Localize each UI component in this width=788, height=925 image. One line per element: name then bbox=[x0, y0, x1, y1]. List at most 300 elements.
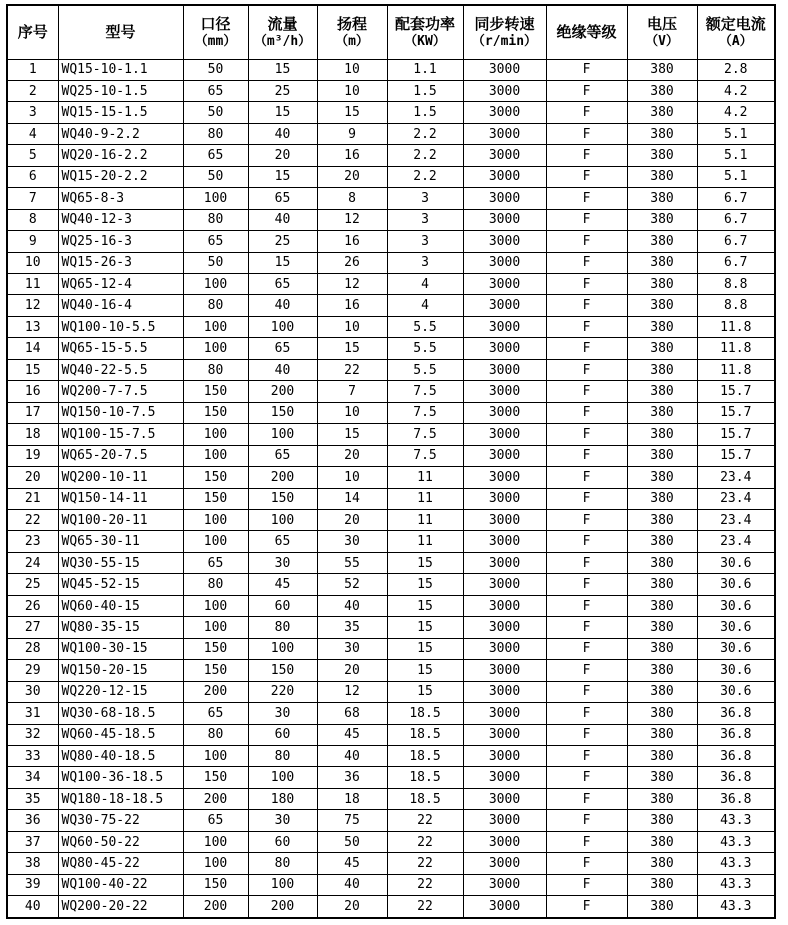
cell-insulation_class: F bbox=[546, 638, 627, 659]
cell-power_kw: 11 bbox=[387, 467, 463, 488]
column-label: 电压 bbox=[646, 14, 677, 33]
cell-voltage_v: 380 bbox=[627, 510, 697, 531]
cell-speed_rmin: 3000 bbox=[463, 102, 546, 123]
column-label: 配套功率 bbox=[394, 14, 455, 33]
cell-insulation_class: F bbox=[546, 80, 627, 101]
col-header-current bbox=[697, 5, 775, 59]
cell-head_m: 20 bbox=[317, 896, 387, 918]
table-row bbox=[7, 595, 775, 616]
cell-diameter_mm: 100 bbox=[183, 617, 248, 638]
cell-model: WQ45-52-15 bbox=[58, 574, 183, 595]
cell-model: WQ65-8-3 bbox=[58, 188, 183, 209]
cell-rated_current_a: 30.6 bbox=[697, 595, 775, 616]
cell-diameter_mm: 150 bbox=[183, 402, 248, 423]
cell-flow_m3h: 60 bbox=[248, 831, 317, 852]
cell-diameter_mm: 65 bbox=[183, 231, 248, 252]
cell-voltage_v: 380 bbox=[627, 810, 697, 831]
cell-rated_current_a: 30.6 bbox=[697, 681, 775, 702]
cell-rated_current_a: 4.2 bbox=[697, 80, 775, 101]
cell-speed_rmin: 3000 bbox=[463, 445, 546, 466]
cell-power_kw: 5.5 bbox=[387, 359, 463, 380]
cell-index: 26 bbox=[7, 595, 58, 616]
cell-rated_current_a: 8.8 bbox=[697, 295, 775, 316]
cell-voltage_v: 380 bbox=[627, 660, 697, 681]
table-header bbox=[7, 5, 775, 59]
cell-diameter_mm: 65 bbox=[183, 552, 248, 573]
cell-index: 29 bbox=[7, 660, 58, 681]
cell-flow_m3h: 40 bbox=[248, 209, 317, 230]
table-row bbox=[7, 295, 775, 316]
cell-insulation_class: F bbox=[546, 831, 627, 852]
cell-insulation_class: F bbox=[546, 381, 627, 402]
cell-speed_rmin: 3000 bbox=[463, 252, 546, 273]
col-header-speed bbox=[463, 5, 546, 59]
cell-diameter_mm: 200 bbox=[183, 681, 248, 702]
table-row bbox=[7, 660, 775, 681]
cell-diameter_mm: 100 bbox=[183, 831, 248, 852]
cell-voltage_v: 380 bbox=[627, 595, 697, 616]
cell-voltage_v: 380 bbox=[627, 59, 697, 80]
cell-index: 9 bbox=[7, 231, 58, 252]
cell-diameter_mm: 50 bbox=[183, 59, 248, 80]
cell-insulation_class: F bbox=[546, 145, 627, 166]
cell-model: WQ15-10-1.1 bbox=[58, 59, 183, 80]
cell-model: WQ220-12-15 bbox=[58, 681, 183, 702]
cell-model: WQ65-12-4 bbox=[58, 274, 183, 295]
cell-voltage_v: 380 bbox=[627, 531, 697, 552]
cell-speed_rmin: 3000 bbox=[463, 166, 546, 187]
cell-power_kw: 11 bbox=[387, 488, 463, 509]
cell-diameter_mm: 50 bbox=[183, 166, 248, 187]
cell-voltage_v: 380 bbox=[627, 724, 697, 745]
cell-head_m: 7 bbox=[317, 381, 387, 402]
cell-insulation_class: F bbox=[546, 552, 627, 573]
cell-diameter_mm: 200 bbox=[183, 788, 248, 809]
cell-speed_rmin: 3000 bbox=[463, 467, 546, 488]
cell-model: WQ100-10-5.5 bbox=[58, 316, 183, 337]
cell-voltage_v: 380 bbox=[627, 316, 697, 337]
cell-head_m: 14 bbox=[317, 488, 387, 509]
cell-flow_m3h: 65 bbox=[248, 338, 317, 359]
cell-flow_m3h: 40 bbox=[248, 295, 317, 316]
table-row bbox=[7, 102, 775, 123]
cell-power_kw: 18.5 bbox=[387, 746, 463, 767]
table-row bbox=[7, 746, 775, 767]
cell-model: WQ100-20-11 bbox=[58, 510, 183, 531]
cell-index: 33 bbox=[7, 746, 58, 767]
cell-power_kw: 18.5 bbox=[387, 788, 463, 809]
cell-model: WQ60-50-22 bbox=[58, 831, 183, 852]
cell-power_kw: 11 bbox=[387, 510, 463, 531]
table-row bbox=[7, 338, 775, 359]
cell-insulation_class: F bbox=[546, 359, 627, 380]
cell-head_m: 35 bbox=[317, 617, 387, 638]
cell-speed_rmin: 3000 bbox=[463, 681, 546, 702]
cell-diameter_mm: 80 bbox=[183, 359, 248, 380]
cell-insulation_class: F bbox=[546, 445, 627, 466]
cell-head_m: 20 bbox=[317, 510, 387, 531]
cell-power_kw: 11 bbox=[387, 531, 463, 552]
cell-index: 27 bbox=[7, 617, 58, 638]
table-row bbox=[7, 853, 775, 874]
cell-power_kw: 1.1 bbox=[387, 59, 463, 80]
column-label: 口径 bbox=[200, 14, 231, 33]
cell-diameter_mm: 150 bbox=[183, 874, 248, 895]
cell-diameter_mm: 100 bbox=[183, 510, 248, 531]
column-label: 绝缘等级 bbox=[556, 22, 617, 41]
cell-flow_m3h: 80 bbox=[248, 746, 317, 767]
cell-power_kw: 22 bbox=[387, 853, 463, 874]
table-row bbox=[7, 510, 775, 531]
cell-insulation_class: F bbox=[546, 574, 627, 595]
cell-insulation_class: F bbox=[546, 338, 627, 359]
cell-voltage_v: 380 bbox=[627, 831, 697, 852]
cell-flow_m3h: 100 bbox=[248, 767, 317, 788]
cell-model: WQ65-15-5.5 bbox=[58, 338, 183, 359]
cell-model: WQ40-12-3 bbox=[58, 209, 183, 230]
cell-power_kw: 1.5 bbox=[387, 80, 463, 101]
cell-speed_rmin: 3000 bbox=[463, 724, 546, 745]
cell-flow_m3h: 30 bbox=[248, 810, 317, 831]
cell-insulation_class: F bbox=[546, 767, 627, 788]
cell-index: 30 bbox=[7, 681, 58, 702]
cell-index: 15 bbox=[7, 359, 58, 380]
cell-speed_rmin: 3000 bbox=[463, 831, 546, 852]
cell-voltage_v: 380 bbox=[627, 252, 697, 273]
cell-insulation_class: F bbox=[546, 209, 627, 230]
column-label: 流量 bbox=[267, 14, 298, 33]
cell-index: 5 bbox=[7, 145, 58, 166]
cell-insulation_class: F bbox=[546, 660, 627, 681]
cell-power_kw: 3 bbox=[387, 252, 463, 273]
cell-speed_rmin: 3000 bbox=[463, 853, 546, 874]
cell-index: 36 bbox=[7, 810, 58, 831]
cell-flow_m3h: 65 bbox=[248, 188, 317, 209]
cell-rated_current_a: 30.6 bbox=[697, 660, 775, 681]
table-row bbox=[7, 810, 775, 831]
cell-index: 10 bbox=[7, 252, 58, 273]
cell-rated_current_a: 23.4 bbox=[697, 488, 775, 509]
cell-diameter_mm: 65 bbox=[183, 80, 248, 101]
cell-diameter_mm: 150 bbox=[183, 488, 248, 509]
column-label: 扬程 bbox=[336, 14, 367, 33]
cell-speed_rmin: 3000 bbox=[463, 660, 546, 681]
table-row bbox=[7, 552, 775, 573]
cell-model: WQ30-68-18.5 bbox=[58, 703, 183, 724]
column-label: 同步转速 bbox=[474, 14, 535, 33]
table-row bbox=[7, 445, 775, 466]
cell-index: 19 bbox=[7, 445, 58, 466]
cell-rated_current_a: 36.8 bbox=[697, 788, 775, 809]
col-header-power bbox=[387, 5, 463, 59]
column-label: 型号 bbox=[105, 22, 136, 41]
cell-index: 18 bbox=[7, 424, 58, 445]
col-header-insulation bbox=[546, 5, 627, 59]
cell-power_kw: 18.5 bbox=[387, 724, 463, 745]
cell-voltage_v: 380 bbox=[627, 295, 697, 316]
cell-rated_current_a: 15.7 bbox=[697, 402, 775, 423]
cell-rated_current_a: 5.1 bbox=[697, 123, 775, 144]
header-row bbox=[7, 5, 775, 59]
table-row bbox=[7, 467, 775, 488]
cell-model: WQ40-22-5.5 bbox=[58, 359, 183, 380]
cell-power_kw: 7.5 bbox=[387, 381, 463, 402]
cell-flow_m3h: 200 bbox=[248, 896, 317, 918]
table-row bbox=[7, 252, 775, 273]
cell-voltage_v: 380 bbox=[627, 767, 697, 788]
cell-model: WQ15-15-1.5 bbox=[58, 102, 183, 123]
cell-speed_rmin: 3000 bbox=[463, 595, 546, 616]
cell-flow_m3h: 150 bbox=[248, 402, 317, 423]
cell-speed_rmin: 3000 bbox=[463, 896, 546, 918]
pump-spec-table bbox=[6, 4, 776, 919]
cell-voltage_v: 380 bbox=[627, 381, 697, 402]
table-row bbox=[7, 617, 775, 638]
cell-flow_m3h: 100 bbox=[248, 510, 317, 531]
cell-model: WQ15-26-3 bbox=[58, 252, 183, 273]
cell-model: WQ65-20-7.5 bbox=[58, 445, 183, 466]
cell-power_kw: 15 bbox=[387, 595, 463, 616]
col-header-index bbox=[7, 5, 58, 59]
table-row bbox=[7, 231, 775, 252]
cell-rated_current_a: 43.3 bbox=[697, 810, 775, 831]
cell-model: WQ100-36-18.5 bbox=[58, 767, 183, 788]
cell-flow_m3h: 25 bbox=[248, 231, 317, 252]
cell-head_m: 12 bbox=[317, 681, 387, 702]
cell-index: 16 bbox=[7, 381, 58, 402]
cell-diameter_mm: 150 bbox=[183, 767, 248, 788]
cell-diameter_mm: 50 bbox=[183, 102, 248, 123]
cell-model: WQ25-10-1.5 bbox=[58, 80, 183, 101]
cell-voltage_v: 380 bbox=[627, 853, 697, 874]
cell-diameter_mm: 80 bbox=[183, 123, 248, 144]
cell-speed_rmin: 3000 bbox=[463, 574, 546, 595]
cell-power_kw: 7.5 bbox=[387, 424, 463, 445]
cell-voltage_v: 380 bbox=[627, 788, 697, 809]
cell-flow_m3h: 40 bbox=[248, 359, 317, 380]
cell-flow_m3h: 20 bbox=[248, 145, 317, 166]
cell-insulation_class: F bbox=[546, 252, 627, 273]
column-unit: （KW） bbox=[404, 33, 446, 49]
cell-voltage_v: 380 bbox=[627, 188, 697, 209]
cell-power_kw: 5.5 bbox=[387, 316, 463, 337]
cell-index: 14 bbox=[7, 338, 58, 359]
cell-voltage_v: 380 bbox=[627, 166, 697, 187]
cell-insulation_class: F bbox=[546, 123, 627, 144]
cell-index: 31 bbox=[7, 703, 58, 724]
cell-model: WQ20-16-2.2 bbox=[58, 145, 183, 166]
cell-head_m: 75 bbox=[317, 810, 387, 831]
cell-diameter_mm: 150 bbox=[183, 381, 248, 402]
cell-flow_m3h: 25 bbox=[248, 80, 317, 101]
cell-speed_rmin: 3000 bbox=[463, 209, 546, 230]
cell-rated_current_a: 11.8 bbox=[697, 359, 775, 380]
cell-insulation_class: F bbox=[546, 810, 627, 831]
cell-flow_m3h: 30 bbox=[248, 552, 317, 573]
cell-speed_rmin: 3000 bbox=[463, 767, 546, 788]
cell-speed_rmin: 3000 bbox=[463, 59, 546, 80]
cell-voltage_v: 380 bbox=[627, 467, 697, 488]
cell-flow_m3h: 150 bbox=[248, 660, 317, 681]
table-row bbox=[7, 123, 775, 144]
cell-insulation_class: F bbox=[546, 788, 627, 809]
cell-model: WQ80-35-15 bbox=[58, 617, 183, 638]
cell-rated_current_a: 6.7 bbox=[697, 188, 775, 209]
cell-voltage_v: 380 bbox=[627, 703, 697, 724]
cell-model: WQ80-40-18.5 bbox=[58, 746, 183, 767]
table-row bbox=[7, 703, 775, 724]
cell-flow_m3h: 15 bbox=[248, 252, 317, 273]
cell-voltage_v: 380 bbox=[627, 574, 697, 595]
cell-speed_rmin: 3000 bbox=[463, 80, 546, 101]
cell-flow_m3h: 220 bbox=[248, 681, 317, 702]
cell-flow_m3h: 100 bbox=[248, 638, 317, 659]
cell-rated_current_a: 30.6 bbox=[697, 574, 775, 595]
cell-model: WQ100-15-7.5 bbox=[58, 424, 183, 445]
cell-diameter_mm: 65 bbox=[183, 145, 248, 166]
cell-head_m: 55 bbox=[317, 552, 387, 573]
cell-index: 32 bbox=[7, 724, 58, 745]
cell-model: WQ25-16-3 bbox=[58, 231, 183, 252]
cell-diameter_mm: 150 bbox=[183, 467, 248, 488]
cell-power_kw: 15 bbox=[387, 617, 463, 638]
cell-flow_m3h: 40 bbox=[248, 123, 317, 144]
cell-index: 11 bbox=[7, 274, 58, 295]
cell-head_m: 22 bbox=[317, 359, 387, 380]
cell-rated_current_a: 43.3 bbox=[697, 831, 775, 852]
cell-voltage_v: 380 bbox=[627, 80, 697, 101]
cell-insulation_class: F bbox=[546, 488, 627, 509]
cell-head_m: 10 bbox=[317, 59, 387, 80]
cell-diameter_mm: 65 bbox=[183, 810, 248, 831]
cell-voltage_v: 380 bbox=[627, 874, 697, 895]
cell-voltage_v: 380 bbox=[627, 424, 697, 445]
cell-flow_m3h: 80 bbox=[248, 617, 317, 638]
table-row bbox=[7, 209, 775, 230]
cell-flow_m3h: 60 bbox=[248, 724, 317, 745]
cell-rated_current_a: 43.3 bbox=[697, 874, 775, 895]
cell-rated_current_a: 23.4 bbox=[697, 467, 775, 488]
cell-power_kw: 18.5 bbox=[387, 703, 463, 724]
cell-index: 24 bbox=[7, 552, 58, 573]
cell-index: 13 bbox=[7, 316, 58, 337]
cell-power_kw: 15 bbox=[387, 681, 463, 702]
cell-diameter_mm: 80 bbox=[183, 209, 248, 230]
cell-voltage_v: 380 bbox=[627, 445, 697, 466]
cell-voltage_v: 380 bbox=[627, 488, 697, 509]
cell-power_kw: 18.5 bbox=[387, 767, 463, 788]
cell-index: 34 bbox=[7, 767, 58, 788]
cell-rated_current_a: 15.7 bbox=[697, 381, 775, 402]
cell-head_m: 20 bbox=[317, 660, 387, 681]
cell-diameter_mm: 50 bbox=[183, 252, 248, 273]
cell-model: WQ150-14-11 bbox=[58, 488, 183, 509]
cell-insulation_class: F bbox=[546, 316, 627, 337]
cell-head_m: 50 bbox=[317, 831, 387, 852]
cell-voltage_v: 380 bbox=[627, 274, 697, 295]
cell-head_m: 52 bbox=[317, 574, 387, 595]
cell-voltage_v: 380 bbox=[627, 145, 697, 166]
table-row bbox=[7, 831, 775, 852]
cell-speed_rmin: 3000 bbox=[463, 188, 546, 209]
cell-power_kw: 7.5 bbox=[387, 445, 463, 466]
cell-index: 23 bbox=[7, 531, 58, 552]
cell-head_m: 8 bbox=[317, 188, 387, 209]
cell-index: 22 bbox=[7, 510, 58, 531]
cell-rated_current_a: 23.4 bbox=[697, 531, 775, 552]
cell-rated_current_a: 6.7 bbox=[697, 231, 775, 252]
cell-power_kw: 22 bbox=[387, 874, 463, 895]
cell-rated_current_a: 36.8 bbox=[697, 746, 775, 767]
cell-head_m: 30 bbox=[317, 531, 387, 552]
cell-insulation_class: F bbox=[546, 703, 627, 724]
cell-diameter_mm: 65 bbox=[183, 703, 248, 724]
cell-diameter_mm: 100 bbox=[183, 424, 248, 445]
cell-head_m: 45 bbox=[317, 853, 387, 874]
cell-head_m: 26 bbox=[317, 252, 387, 273]
cell-model: WQ100-30-15 bbox=[58, 638, 183, 659]
cell-power_kw: 2.2 bbox=[387, 166, 463, 187]
cell-head_m: 12 bbox=[317, 209, 387, 230]
cell-index: 12 bbox=[7, 295, 58, 316]
cell-head_m: 10 bbox=[317, 402, 387, 423]
cell-head_m: 30 bbox=[317, 638, 387, 659]
table-row bbox=[7, 531, 775, 552]
cell-index: 40 bbox=[7, 896, 58, 918]
column-unit: （mm） bbox=[194, 33, 237, 49]
cell-flow_m3h: 100 bbox=[248, 424, 317, 445]
cell-voltage_v: 380 bbox=[627, 338, 697, 359]
table-row bbox=[7, 274, 775, 295]
table-row bbox=[7, 359, 775, 380]
table-body bbox=[7, 59, 775, 918]
cell-insulation_class: F bbox=[546, 681, 627, 702]
cell-speed_rmin: 3000 bbox=[463, 338, 546, 359]
cell-insulation_class: F bbox=[546, 746, 627, 767]
cell-power_kw: 22 bbox=[387, 896, 463, 918]
cell-head_m: 36 bbox=[317, 767, 387, 788]
cell-speed_rmin: 3000 bbox=[463, 638, 546, 659]
cell-head_m: 20 bbox=[317, 445, 387, 466]
column-label: 额定电流 bbox=[705, 14, 766, 33]
cell-speed_rmin: 3000 bbox=[463, 381, 546, 402]
cell-index: 8 bbox=[7, 209, 58, 230]
cell-head_m: 40 bbox=[317, 595, 387, 616]
table-row bbox=[7, 59, 775, 80]
table-row bbox=[7, 574, 775, 595]
cell-model: WQ180-18-18.5 bbox=[58, 788, 183, 809]
cell-head_m: 45 bbox=[317, 724, 387, 745]
cell-voltage_v: 380 bbox=[627, 402, 697, 423]
cell-insulation_class: F bbox=[546, 510, 627, 531]
cell-speed_rmin: 3000 bbox=[463, 402, 546, 423]
cell-voltage_v: 380 bbox=[627, 617, 697, 638]
cell-diameter_mm: 100 bbox=[183, 316, 248, 337]
cell-insulation_class: F bbox=[546, 295, 627, 316]
cell-power_kw: 15 bbox=[387, 638, 463, 659]
cell-flow_m3h: 100 bbox=[248, 874, 317, 895]
cell-head_m: 40 bbox=[317, 746, 387, 767]
cell-head_m: 10 bbox=[317, 80, 387, 101]
cell-head_m: 10 bbox=[317, 467, 387, 488]
cell-speed_rmin: 3000 bbox=[463, 231, 546, 252]
cell-voltage_v: 380 bbox=[627, 123, 697, 144]
cell-index: 4 bbox=[7, 123, 58, 144]
cell-power_kw: 2.2 bbox=[387, 145, 463, 166]
table-row bbox=[7, 638, 775, 659]
cell-head_m: 18 bbox=[317, 788, 387, 809]
table-row bbox=[7, 724, 775, 745]
